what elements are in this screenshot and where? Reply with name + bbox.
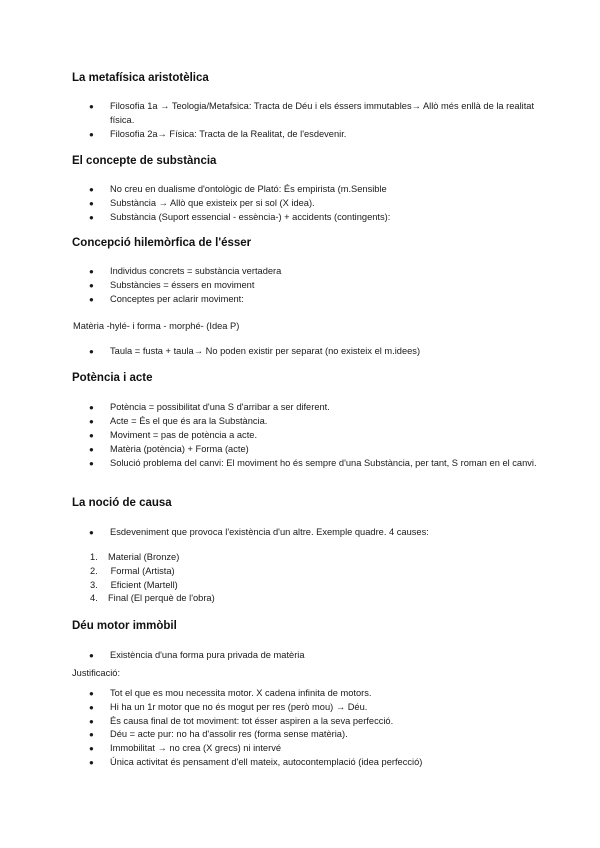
bullet-icon: ●: [89, 199, 94, 208]
bullet-icon: ●: [89, 347, 94, 356]
section-title-potencia: Potència i acte: [72, 372, 153, 384]
bullet-icon: ●: [89, 281, 94, 290]
bullet-icon: ●: [89, 295, 94, 304]
bullet-icon: ●: [89, 213, 94, 222]
bullet-icon: ●: [89, 744, 94, 753]
document-page: La metafísica aristotèlica ● Filosofia 1a → Teologia/Metafsica: Tracta de Déu i els éssers immutables→ Allò més enllà de la realitat física. ● Filosofia 2a→ Física: Tracta de la Realitat, de l'esdevenir. El concepte de substància ● No creu en dualisme d'ontològic de Plató: És empirista (m.Sensible ● Substància → Allò que existeix per si sol (X idea). ● Substància (Suport essencial - essència-) + accidents (contingents): Concepció hilemòrfica de l'ésser ● Individus concrets = substància vertadera ● Substàncies = éssers en moviment ● Conceptes per aclarir moviment: Matèria -hylé- i forma - morphé- (Idea P) ● Taula = fusta + taula→ No poden existir per separat (no existeix el m.idees) Potència i acte ● Potència = possibilitat d'una S d'arribar a ser diferent. ● Acte = És el que és ara la Substància. ● Moviment = pas de potència a acte. ● Matèria (potència) + Forma (acte) ● Solució problema del canvi: El moviment ho és sempre d'una Substància, per tant, S roman en el canvi. La noció de causa ● Esdeveniment que provoca l'existència d'un altre. Exemple quadre. 4 causes: 1. Material (Bronze) 2. Formal (Artista) 3. Eficient (Martell) 4. Final (El perquè de l'obra) Déu motor immòbil ● Existència d'una forma pura privada de matèria Justificació: ● Tot el que es mou necessita motor. X cadena infinita de motors. ● Hi ha un 1r motor que no és mogut per res (però mou) → Déu. ● És causa final de tot moviment: tot ésser aspiren a la seva perfecció. ● Déu = acte pur: no ha d'assolir res (forma sense matèria). ● Immobilitat → no crea (X grecs) ni intervé ● Única activitat és pensament d'ell mateix, autocontemplació (idea perfecció): [0, 0, 600, 848]
bullet-icon: ●: [89, 459, 94, 468]
numbered-item: 1. Material (Bronze): [90, 552, 180, 562]
numbered-item: 2. Formal (Artista): [90, 566, 175, 576]
numbered-item: 4. Final (El perquè de l'obra): [90, 593, 215, 603]
section-title-causa: La noció de causa: [72, 497, 172, 509]
bullet-icon: ●: [89, 130, 94, 139]
bullet-icon: ●: [89, 267, 94, 276]
bullet-icon: ●: [89, 528, 94, 537]
bullet-icon: ●: [89, 730, 94, 739]
bullet-icon: ●: [89, 431, 94, 440]
bullet-icon: ●: [89, 651, 94, 660]
bullet-icon: ●: [89, 717, 94, 726]
section-title-substancia: El concepte de substància: [72, 155, 217, 167]
bullet-icon: ●: [89, 102, 94, 111]
bullet-icon: ●: [89, 758, 94, 767]
section-title-metafisica: La metafísica aristotèlica: [72, 72, 209, 84]
bullet-icon: ●: [89, 185, 94, 194]
numbered-item: 3. Eficient (Martell): [90, 580, 178, 590]
bullet-icon: ●: [89, 417, 94, 426]
bullet-icon: ●: [89, 703, 94, 712]
bullet-icon: ●: [89, 403, 94, 412]
note-text: Justificació:: [72, 668, 121, 678]
note-text: Matèria -hylé- i forma - morphé- (Idea P): [73, 321, 240, 331]
bullet-icon: ●: [89, 445, 94, 454]
section-title-deu: Déu motor immòbil: [72, 620, 177, 632]
bullet-icon: ●: [89, 689, 94, 698]
section-title-hilemorfica: Concepció hilemòrfica de l'ésser: [72, 237, 252, 249]
